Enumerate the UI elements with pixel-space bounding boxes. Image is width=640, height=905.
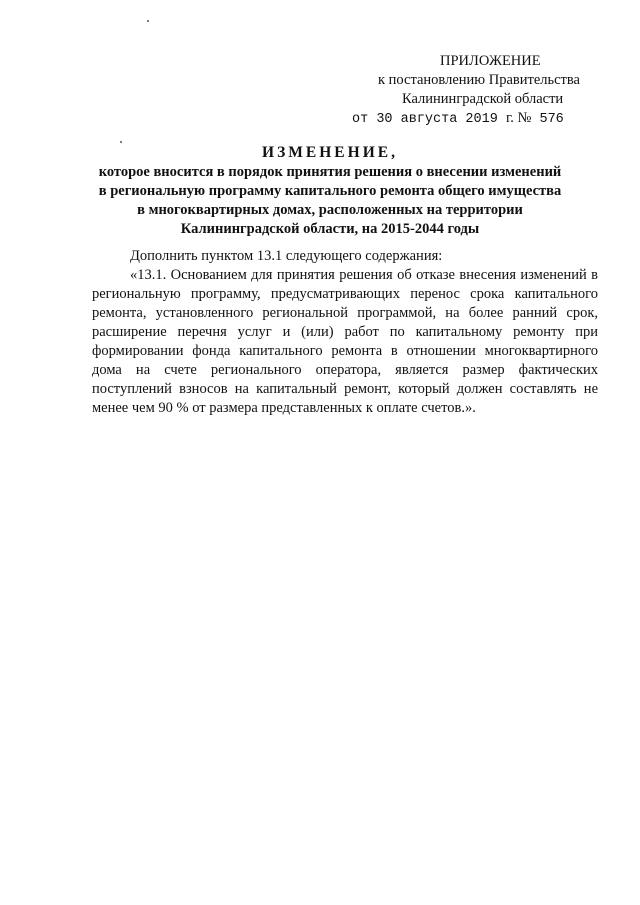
scan-speck [147,20,149,22]
document-heading [80,143,580,239]
document-body [92,247,598,418]
appendix-date-line [340,109,600,129]
year-number-label: г. № [505,110,532,126]
heading-line: которое вносится в порядок принятия решения о внесении изменений [98,164,562,180]
appendix-block [340,52,600,129]
intro-paragraph: Дополнить пунктом 13.1 следующего содержания: [130,248,443,264]
heading-line: в многоквартирных домах, расположенных на территории [137,202,523,218]
heading-line: в региональную программу капитального ремонта общего имущества [98,183,562,199]
decree-number: 576 [539,112,564,127]
appendix-label: ПРИЛОЖЕНИЕ [440,53,541,69]
date-prefix: от [352,112,369,127]
clause-paragraph: «13.1. Основанием для принятия решения об отказе внесения изменений в региональную программу, предусматривающих перенос срока капитального ремонта, установленного региональной программой, на более ранний срок, расширение перечня услуг и (или) работ по капитальному ремонту при формировании фонда капитального ремонта в отношении многоквартирного дома на счете регионального оператора, является размер фактических поступлений взносов на капитальный ремонт, который должен составлять не менее чем 90 % от размера представленных к оплате счетов.». [92,267,598,416]
heading-title: ИЗМЕНЕНИЕ, [262,144,398,161]
appendix-decree-line: к постановлению Правительства [378,72,580,88]
appendix-region-line: Калининградской области [402,91,564,107]
heading-line: Калининградской области, на 2015-2044 годы [180,221,480,237]
decree-date: 30 августа 2019 [376,112,498,127]
